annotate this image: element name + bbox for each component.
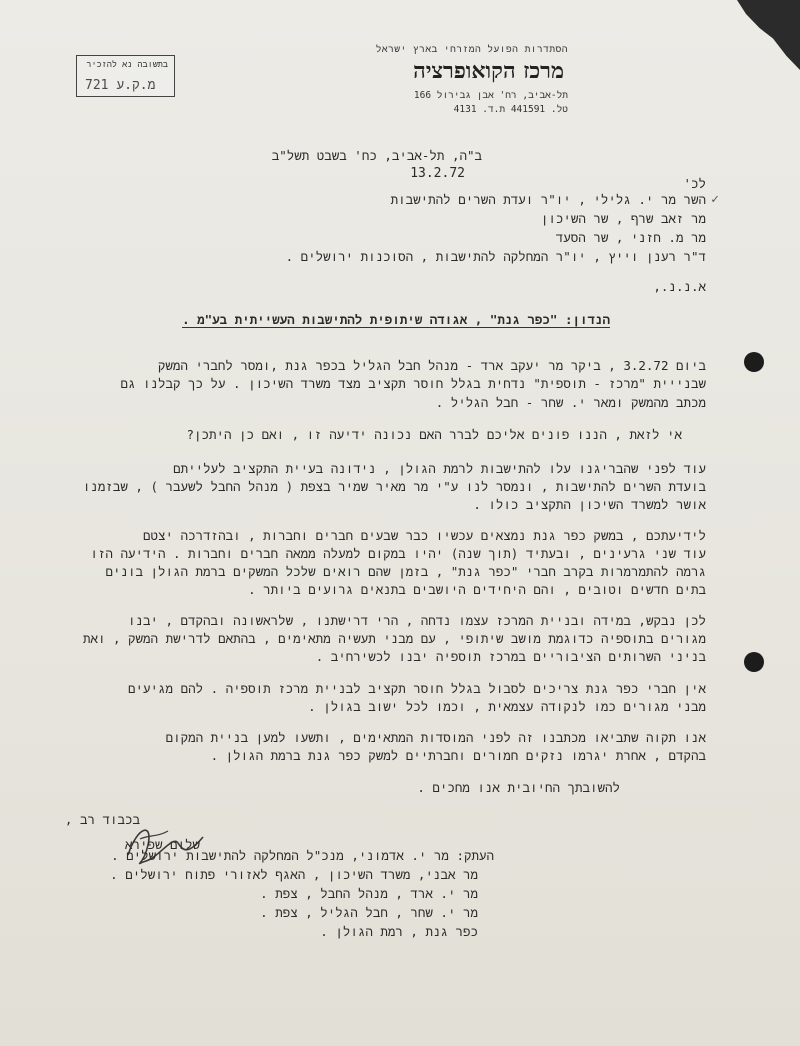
recipients-to-label: לכ'	[683, 176, 706, 191]
body-line: מכתב מהמשק ומאר י. שחר - חבל הגליל .	[435, 395, 706, 410]
date-numeric: 13.2.72	[410, 166, 465, 181]
date-hebrew: ב"ה, תל-אביב, כח' בשבט תשל"ב	[271, 148, 482, 163]
recipient-line: מר מ. חזני , שר הסעד	[555, 230, 706, 245]
body-line: אין חברי כפר גנת צריכים לסבול בגלל חוסר תקציב לבניית מרכז תוספיה . להם מגיעים	[128, 681, 706, 696]
recipient-line: מר זאב שרף , שר השיכון	[540, 211, 706, 226]
signature-name: שלום שפירא	[124, 837, 200, 852]
signature-regards: בכבוד רב ,	[64, 812, 140, 827]
punch-hole	[744, 352, 764, 372]
letterhead-org-top: הסתדרות הפועל המזרחי בארץ ישראל	[375, 44, 568, 55]
body-line: לידיעתכם , במשק כפר גנת נמצאים עכשיו כבר שבעים חברים וחברות , ובהזדרכה יצטם	[143, 528, 706, 543]
check-mark-icon: ✓	[711, 192, 719, 207]
body-line: מגורים בתוספיה כדוגמת מושב שיתופי , עם מבני תעשיה מתאימים , בהתאם לדרישת המשק , ואת	[82, 631, 706, 646]
salutation: א.נ.נ.,	[653, 279, 706, 294]
copy-line: מר אבני, משרד השיכון , האגף לאזורי פתוח ירושלים .	[110, 867, 478, 882]
copy-line: מר י. ארד , מנהל החבל , צפת .	[260, 886, 478, 901]
body-line: בתים חדשים וטובים , והם היחידים היושבים בתנאים גרועים ביותר .	[248, 582, 706, 597]
punch-hole	[744, 652, 764, 672]
stamp-label: בתשובה נא להזכיר	[86, 60, 168, 70]
body-line: עוד לפני שהבריגנו עלו להתישבות לרמת הגולן , נידונה בעיית התקציב לעלייתם	[173, 461, 706, 476]
reference-stamp	[76, 55, 175, 97]
body-line: בועדת השרים להתישבות , ונמסר לנו ע"י מר מאיר שמיר בצפת ( מנהל החבל לשעבר ) , שבזמנו	[82, 479, 706, 494]
body-line: בניני השרותים הציבוריים במרכז תוספיה יבנו לכשירחיב .	[315, 649, 706, 664]
copy-line: מר י. שחר , חבל הגליל , צפת .	[260, 905, 478, 920]
copy-line: כפר גנת , רמת הגולן .	[320, 924, 478, 939]
copy-line: העתק: מר י. אדמוני, מנכ"ל המחלקה להתישבות ירושלים .	[111, 848, 494, 863]
closing-line: להשובתך החיובית אנו מחכים .	[417, 780, 620, 795]
recipient-line: השר מר י. גלילי , יו"ר ועדת השרים להתישבות	[390, 192, 706, 207]
body-line: אנו תקוה שתביאו מכתבנו זה לפני המוסדות המתאימים , ותשעו למען בניית המקום	[165, 730, 706, 745]
body-line: בהקדם , אחרת יגרמו נזקים חמורים וחברתיים למשק כפר גנת ברמת הגולן .	[210, 748, 706, 763]
body-line: ביום 3.2.72 , ביקר מר יעקב ארד - מנהל חבל הגליל בכפר גנת ,ומסר לחברי המשק	[157, 358, 706, 373]
stamp-number: 721 מ.ק.ע	[85, 78, 156, 93]
letterhead-address: תל-אביב, רח' אבן גבירול 166	[413, 90, 568, 101]
torn-corner	[710, 0, 800, 70]
body-line: גרמה להתמרמרות בקרב חברי "כפר גנת" , בזמן שהם רואים שלכל המשקים ברמת הגולן בונים	[105, 564, 706, 579]
recipient-line: ד"ר רענן וייץ , יו"ר המחלקה להתישבות , הסוכנות ירושלים .	[285, 249, 706, 264]
body-line: מבני מגורים כמו לנקודה עצמאית , וכמו לכל ישוב בגולן .	[308, 699, 706, 714]
body-line: לכן נבקש, במידה ובניית המרכז עצמו נדחה , הרי דרישתנו , שלראשונה ובהקדם , יבנו	[127, 613, 706, 628]
body-line: אי לזאת , הננו פונים אליכם לברר האם נכונה ידיעה זו , ואם כן היתכן?	[186, 427, 682, 442]
subject-line	[182, 312, 610, 328]
letterhead-phone: טל. 441591 ת.ד. 4131	[453, 104, 568, 115]
body-line: אושר למשרד השיכון התקציב כולו .	[473, 497, 706, 512]
letterhead-org-name: מרכז הקואופרציה	[413, 58, 564, 84]
body-line: עוד שני גרעינים , ובעתיד (תוך שנה) יהיו במקום למעלה ממאה חברים וחברות . הידיעה הזו	[90, 546, 706, 561]
body-line: שבנייית "מרכז - תוספית" נדחית בגלל חוסר תקציב מצד משרד השיכון . על כך קבלנו גם	[120, 376, 706, 391]
subject-text: הנדון: "כפר גנת" , אגודה שיתופית להתישבות העשייתית בע"מ .	[182, 312, 610, 327]
